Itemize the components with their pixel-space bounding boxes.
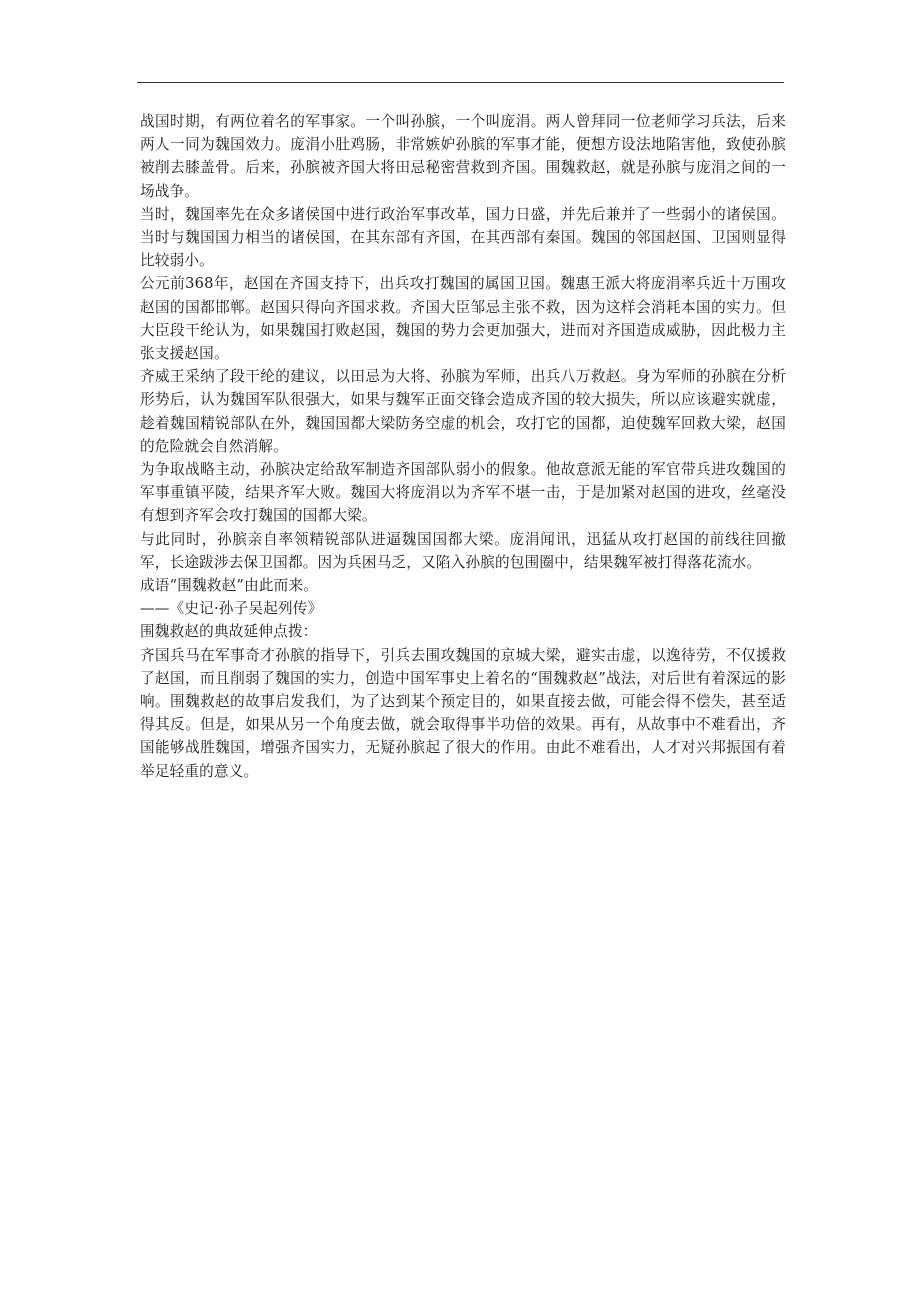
paragraph-siege-handan: 公元前368年，赵国在齐国支持下，出兵攻打魏国的属国卫国。魏惠王派大将庞涓率兵近十万围攻赵国的国都邯郸。赵国只得向齐国求救。齐国大臣邹忌主张不救，因为这样会消耗本国的实力。但大臣段干纶认为，如果魏国打败赵国，魏国的势力会更加强大，进而对齐国造成威胁，因此极力主张支援赵国。	[140, 275, 786, 363]
paragraph-commentary: 齐国兵马在军事奇才孙膑的指导下，引兵去围攻魏国的京城大梁，避实击虚，以逸待劳，不仅援救了赵国，而且削弱了魏国的实力，创造中国军事史上着名的“围魏救赵”战法，对后世有着深远的影响。围魏救赵的故事启发我们，为了达到某个预定目的，如果直接去做，可能会得不偿失，甚至适得其反。但是，如果从另一个角度去做，就会取得事半功倍的效果。再有，从故事中不难看出，齐国能够战胜魏国，增强齐国实力，无疑孙膑起了很大的作用。由此不难看出，人才对兴邦振国有着举足轻重的意义。	[140, 646, 786, 780]
paragraph-feint: 为争取战略主动，孙膑决定给敌军制造齐国部队弱小的假象。他故意派无能的军官带兵进攻魏国的军事重镇平陵，结果齐军大败。魏国大将庞涓以为齐军不堪一击，于是加紧对赵国的进攻，丝毫没有想到齐军会攻打魏国的国都大梁。	[140, 461, 786, 525]
paragraph-background: 当时，魏国率先在众多诸侯国中进行政治军事改革，国力日盛，并先后兼并了一些弱小的诸侯国。当时与魏国国力相当的诸侯国，在其东部有齐国，在其西部有秦国。魏国的邻国赵国、卫国则显得比较弱小。	[140, 205, 786, 270]
paragraph-victory: 与此同时，孙膑亲自率领精锐部队进逼魏国国都大梁。庞涓闻讯，迅猛从攻打赵国的前线往回撤军，长途跋涉去保卫国都。因为兵困马乏，又陷入孙膑的包围圈中，结果魏军被打得落花流水。	[140, 530, 786, 571]
paragraph-intro: 战国时期，有两位着名的军事家。一个叫孙膑，一个叫庞涓。两人曾拜同一位老师学习兵法，后来两人一同为魏国效力。庞涓小肚鸡肠，非常嫉妒孙膑的军事才能，便想方设法地陷害他，致使孙膑被削去膝盖骨。后来，孙膑被齐国大将田忌秘密营救到齐国。围魏救赵，就是孙膑与庞涓之间的一场战争。	[140, 113, 786, 200]
paragraph-source: ——《史记·孙子吴起列传》	[140, 600, 323, 618]
paragraph-commentary-heading: 围魏救赵的典故延伸点拨：	[140, 623, 318, 641]
document-body	[140, 110, 786, 783]
paragraph-idiom-origin: 成语“围魏救赵”由此而来。	[140, 577, 319, 595]
paragraph-strategy: 齐威王采纳了段干纶的建议，以田忌为大将、孙膑为军师，出兵八万救赵。身为军师的孙膑在分析形势后，认为魏国军队很强大，如果与魏军正面交锋会造成齐国的较大损失，所以应该避实就虚，趁着魏国精锐部队在外，魏国国都大梁防务空虚的机会，攻打它的国都，迫使魏军回救大梁，赵国的危险就会自然消解。	[140, 368, 786, 455]
header-divider	[137, 82, 784, 83]
